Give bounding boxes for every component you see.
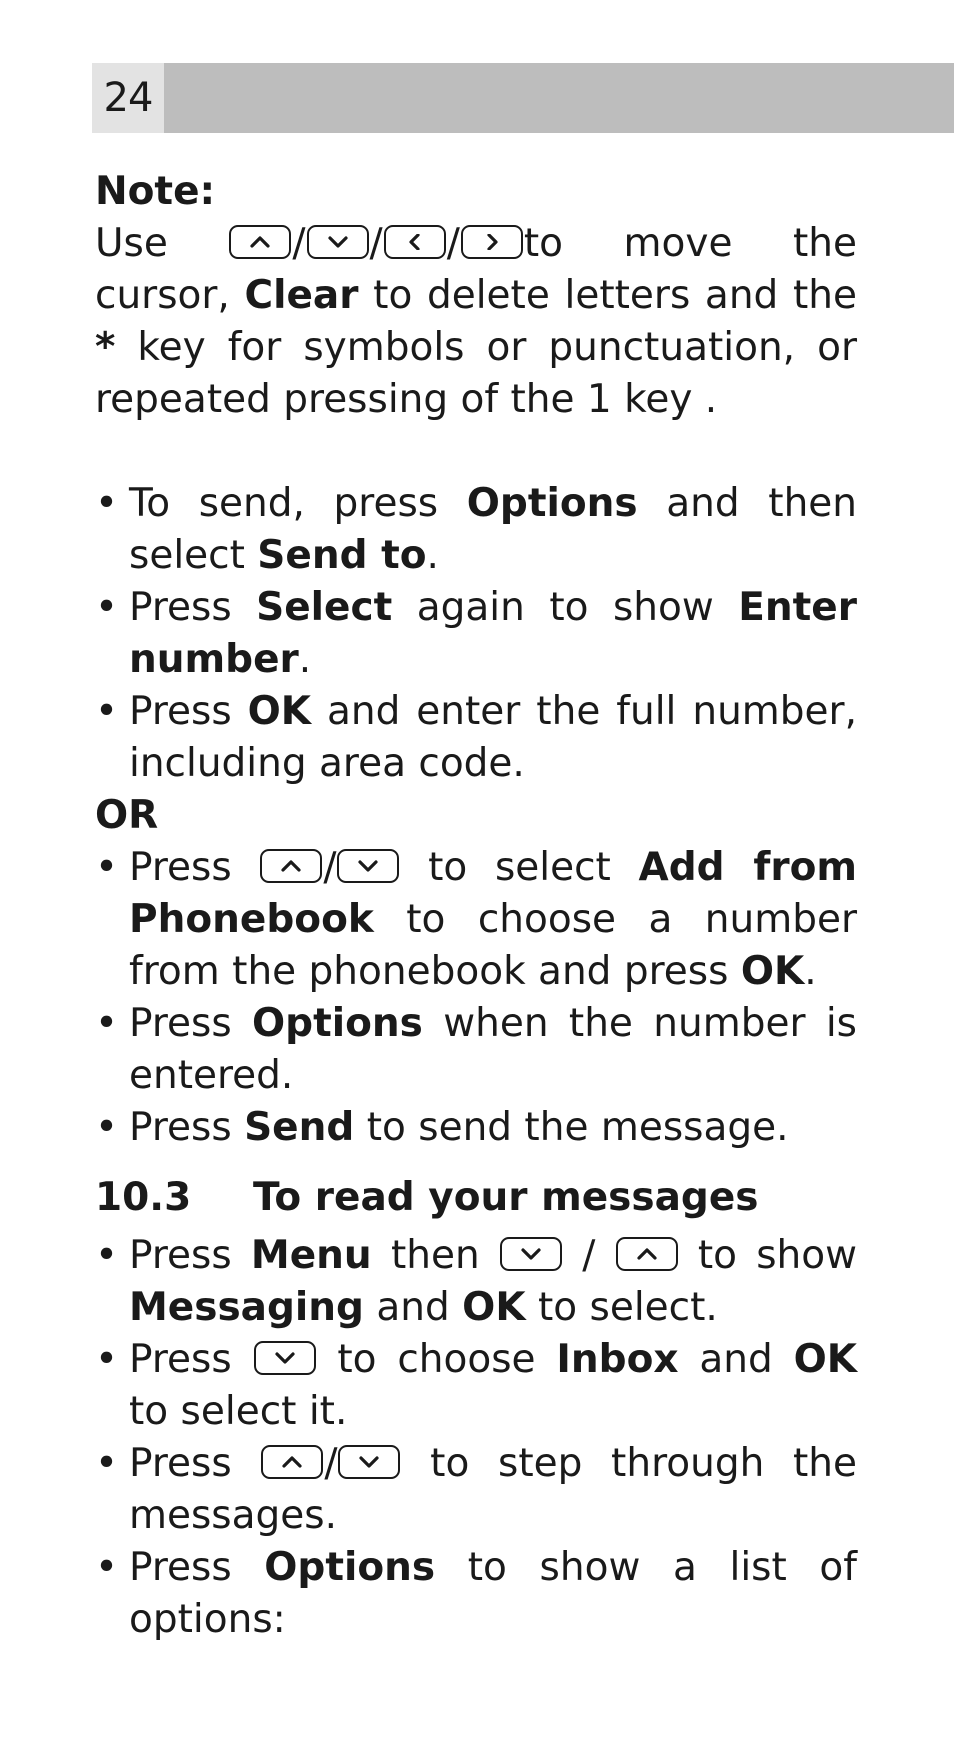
list-item: • Press Options to show a list of options: <box>95 1542 857 1646</box>
list-item: • Press Menu then / to show Messaging and OK to select. <box>95 1230 857 1334</box>
list-item: • Press to choose Inbox and OK to select it. <box>95 1334 857 1438</box>
down-arrow-key-icon <box>254 1341 316 1375</box>
right-arrow-key-icon <box>461 225 523 259</box>
clear-key-label: Clear <box>244 273 359 318</box>
alt-steps-list <box>95 842 857 1154</box>
up-arrow-key-icon <box>616 1237 678 1271</box>
section-number: 10.3 <box>95 1175 192 1220</box>
list-item: • To send, press Options and then select Send to. <box>95 478 857 582</box>
down-arrow-key-icon <box>500 1237 562 1271</box>
down-arrow-key-icon <box>337 849 399 883</box>
list-item: • Press / to select Add from Phonebook to choose a number from the phonebook and press OK. <box>95 842 857 998</box>
read-steps-list <box>95 1230 857 1646</box>
page-header-bar <box>92 63 954 133</box>
up-arrow-key-icon <box>261 1445 323 1479</box>
up-arrow-key-icon <box>260 849 322 883</box>
page-number: 24 <box>92 63 164 133</box>
note-heading: Note: <box>95 169 216 214</box>
left-arrow-key-icon <box>384 225 446 259</box>
down-arrow-key-icon <box>338 1445 400 1479</box>
list-item: • Press Options when the number is entered. <box>95 998 857 1102</box>
list-item: • Press Send to send the message. <box>95 1102 857 1154</box>
page-content <box>95 166 857 1646</box>
list-item: • Press / to step through the messages. <box>95 1438 857 1542</box>
list-item: • Press OK and enter the full number, including area code. <box>95 686 857 790</box>
up-arrow-key-icon <box>229 225 291 259</box>
note-body: Use / / / to move the cursor, Clear to delete letters and the * key for symbols or punctuation, or repeated pressing of the 1 key . <box>95 221 857 422</box>
list-item: • Press Select again to show Enter number. <box>95 582 857 686</box>
section-heading <box>95 1172 857 1224</box>
down-arrow-key-icon <box>307 225 369 259</box>
section-title: To read your messages <box>253 1175 759 1220</box>
or-label: OR <box>95 793 159 838</box>
send-steps-list <box>95 478 857 790</box>
star-key-label: * <box>95 325 116 370</box>
